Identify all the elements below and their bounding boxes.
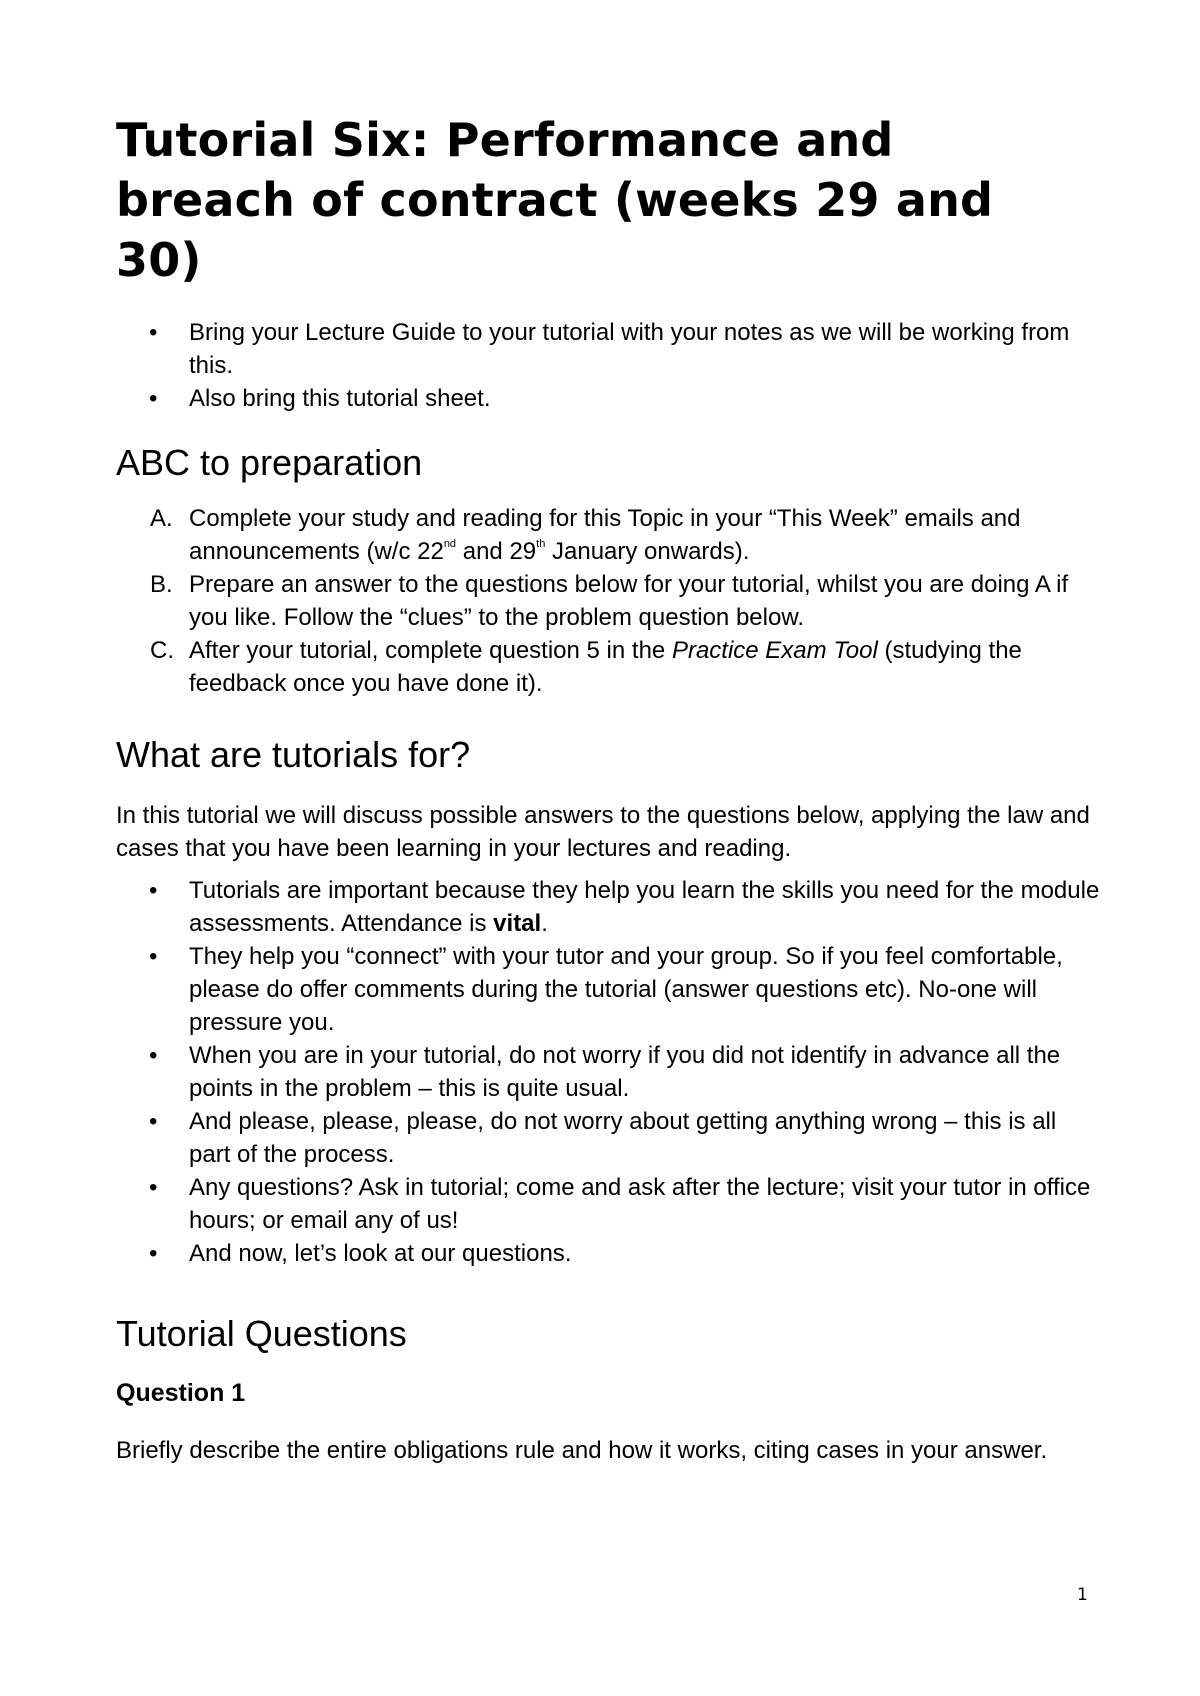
list-item [116,502,1100,568]
list-item: • Also bring this tutorial sheet. [116,382,1100,415]
title-line-1: Tutorial Six: Performance and [116,113,894,167]
ordinal-suffix: th [536,538,546,550]
document-title [116,110,1100,290]
paragraph: In this tutorial we will discuss possible answers to the questions below, applying the law and cases that you have been learning in your lectures and reading. [116,802,1090,862]
title-line-3: 30) [116,233,202,287]
list-item-text: Complete your study and reading for this Topic in your “This Week” emails and announcements (w/c 22 [189,505,1021,565]
tutorials-bullet-list [116,874,1100,1270]
page-number: 1 [1077,1585,1088,1605]
section-heading-tutorials-for: What are tutorials for? [116,734,471,775]
list-item-text: . [541,910,548,937]
list-item [116,568,1100,634]
question-1-heading: Question 1 [116,1379,246,1407]
list-item: • Any questions? Ask in tutorial; come and ask after the lecture; visit your tutor in office hours; or email any of us! [116,1171,1100,1237]
list-marker: C. [150,637,174,664]
emphasis: vital [493,910,542,937]
list-item-text: (studying the feedback once you have done it). [189,637,1022,697]
list-item-text: Prepare an answer to the questions below for your tutorial, whilst you are doing A if you like. Follow the “clues” to the problem question below. [189,571,1069,631]
intro-bullet-list [116,316,1100,415]
list-item-text: Tutorials are important because they help you learn the skills you need for the module assessments. Attendance is [189,877,1100,937]
title-line-2: breach of contract (weeks 29 and [116,173,994,227]
list-item [116,874,1100,940]
ordinal-suffix: nd [443,538,457,550]
list-item-text: January onwards). [545,538,750,565]
list-item: • Bring your Lecture Guide to your tutorial with your notes as we will be working from this. [116,316,1100,382]
list-item-text: After your tutorial, complete question 5 in the [189,637,672,664]
list-item: • And now, let’s look at our questions. [116,1237,1100,1270]
list-marker: B. [150,571,173,598]
section-heading-abc: ABC to preparation [116,442,423,483]
list-item-text: and 29 [456,538,537,565]
list-marker: A. [150,505,173,532]
question-1-text: Briefly describe the entire obligations rule and how it works, citing cases in your answer. [116,1437,1048,1464]
abc-list [116,502,1100,700]
list-item: • And please, please, please, do not worry about getting anything wrong – this is all part of the process. [116,1105,1100,1171]
italic-reference: Practice Exam Tool [671,637,878,664]
list-item: • They help you “connect” with your tutor and your group. So if you feel comfortable, please do offer comments during the tutorial (answer questions etc). No-one will pressure you. [116,940,1100,1039]
list-item [116,634,1100,700]
list-item: • When you are in your tutorial, do not worry if you did not identify in advance all the points in the problem – this is quite usual. [116,1039,1100,1105]
section-heading-tutorial-questions: Tutorial Questions [116,1313,407,1354]
